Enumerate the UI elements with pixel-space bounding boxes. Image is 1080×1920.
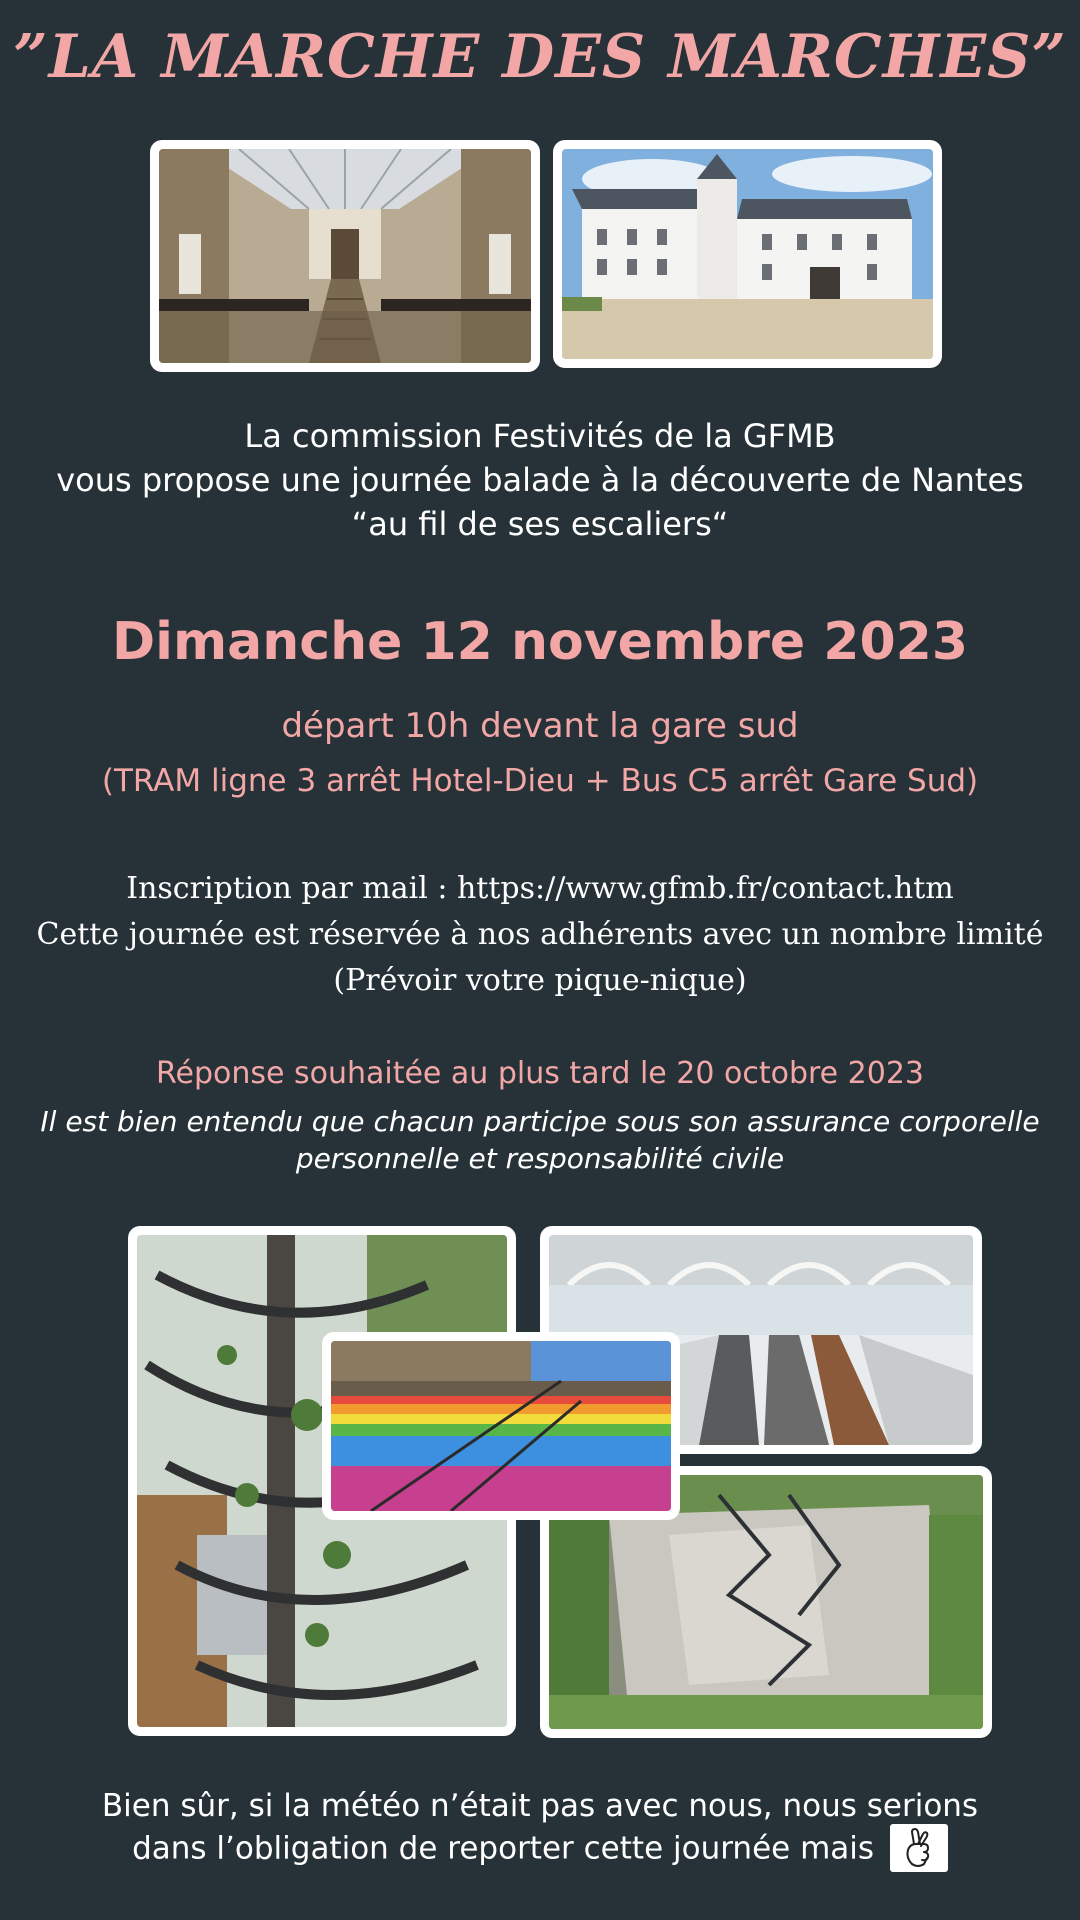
footer-line-2: dans l’obligation de reporter cette journée mais: [132, 1830, 875, 1867]
insurance-line-2: personnelle et responsabilité civile: [295, 1142, 785, 1175]
chateau-ducs-bretagne-photo: [553, 140, 942, 368]
intro-line-1: La commission Festivités de la GFMB: [244, 417, 836, 455]
inscription-line: Inscription par mail : https://www.gfmb.fr/contact.htm: [126, 871, 954, 906]
response-deadline: Réponse souhaitée au plus tard le 20 octobre 2023: [155, 1056, 925, 1091]
rainbow-staircase-photo: [322, 1332, 680, 1520]
insurance-line-1: Il est bien entendu que chacun participe sous son assurance corporelle: [40, 1105, 1040, 1138]
event-date: Dimanche 12 novembre 2023: [111, 612, 969, 672]
intro-line-2: vous propose une journée balade à la découverte de Nantes: [56, 461, 1024, 499]
footer-line-1: Bien sûr, si la météo n’était pas avec nous, nous serions: [101, 1788, 979, 1824]
reservation-line: Cette journée est réservée à nos adhérents avec un nombre limité: [36, 917, 1044, 952]
event-transport: (TRAM ligne 3 arrêt Hotel-Dieu + Bus C5 arrêt Gare Sud): [101, 763, 979, 799]
picnic-line: (Prévoir votre pique-nique): [333, 963, 747, 998]
event-departure: départ 10h devant la gare sud: [281, 706, 799, 746]
crossed-fingers-icon: [890, 1824, 948, 1872]
intro-line-3: “au fil de ses escaliers“: [351, 505, 729, 543]
page-title: ”LA MARCHE DES MARCHES”: [13, 22, 1067, 92]
passage-pommeraye-photo: [150, 140, 540, 372]
